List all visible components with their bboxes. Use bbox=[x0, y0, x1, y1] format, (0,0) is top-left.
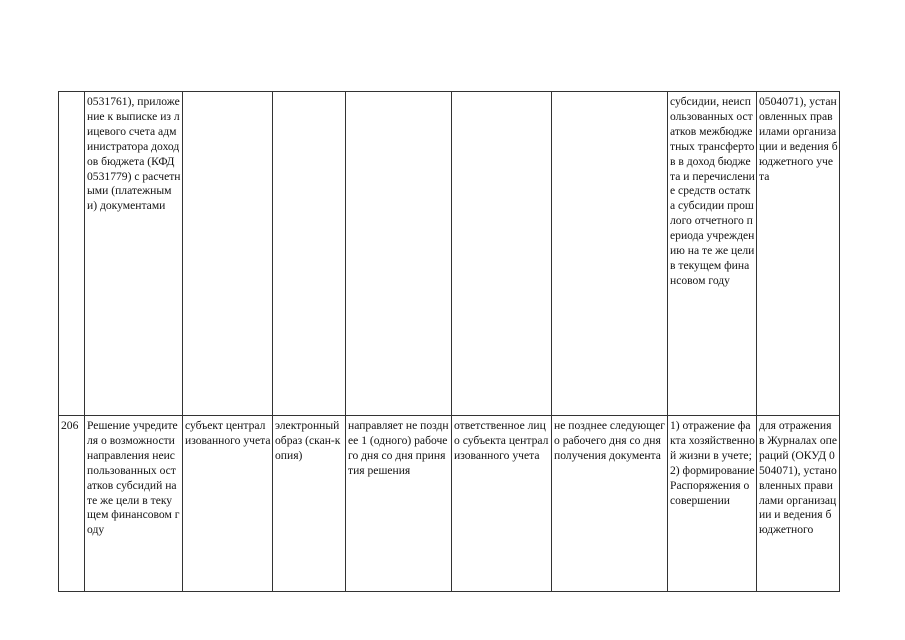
creator-cell bbox=[183, 416, 273, 592]
recipient: ответственное лицо субъекта централизованного учета bbox=[454, 419, 549, 462]
document-name: Решение учредителя о возможности направления неиспользованных остатков субсидий на те же цели в текущем финансовом году bbox=[87, 419, 180, 537]
action-cell bbox=[668, 92, 757, 416]
purpose-cell bbox=[757, 416, 840, 592]
document-table bbox=[58, 91, 840, 592]
processing-terms-cell bbox=[552, 416, 668, 592]
submission-terms: направляет не позднее 1 (одного) рабочего дня со дня принятия решения bbox=[348, 419, 449, 477]
recipient-cell bbox=[452, 416, 552, 592]
row-number-cell bbox=[59, 416, 85, 592]
document-name: 0531761), приложение к выписке из лицевого счета администратора доходов бюджета (КФД 0531779) с расчетными (платежными) документами bbox=[87, 95, 181, 213]
format-cell bbox=[273, 416, 346, 592]
action-text: субсидии, неиспользованных остатков межбюджетных трансфертов в доход бюджета и перечисление средств остатка субсидии прошлого отчетного периода учреждению на те же цели в текущем финансовом году bbox=[670, 95, 755, 287]
processing-terms-cell bbox=[552, 92, 668, 416]
purpose-text: 0504071), установленных правилами организации и ведения бюджетного учета bbox=[759, 95, 838, 183]
creator: субъект централизованного учета bbox=[185, 419, 271, 447]
action-text: 1) отражение факта хозяйственной жизни в учете; 2) формирование Распоряжения о совершении bbox=[670, 419, 755, 507]
submission-terms-cell bbox=[346, 92, 452, 416]
creator-cell bbox=[183, 92, 273, 416]
processing-terms: не позднее следующего рабочего дня со дня получения документа bbox=[554, 419, 666, 462]
document-name-cell bbox=[85, 92, 183, 416]
purpose-text: для отражения в Журналах операций (ОКУД 0504071), установленных правилами организации и ведения бюджетного bbox=[759, 419, 838, 537]
table-row bbox=[59, 92, 840, 416]
row-number-cell bbox=[59, 92, 85, 416]
table-row bbox=[59, 416, 840, 592]
document-name-cell bbox=[85, 416, 183, 592]
row-number: 206 bbox=[61, 419, 79, 432]
format-cell bbox=[273, 92, 346, 416]
format: электронный образ (скан-копия) bbox=[275, 419, 341, 462]
purpose-cell bbox=[757, 92, 840, 416]
submission-terms-cell bbox=[346, 416, 452, 592]
recipient-cell bbox=[452, 92, 552, 416]
action-cell bbox=[668, 416, 757, 592]
